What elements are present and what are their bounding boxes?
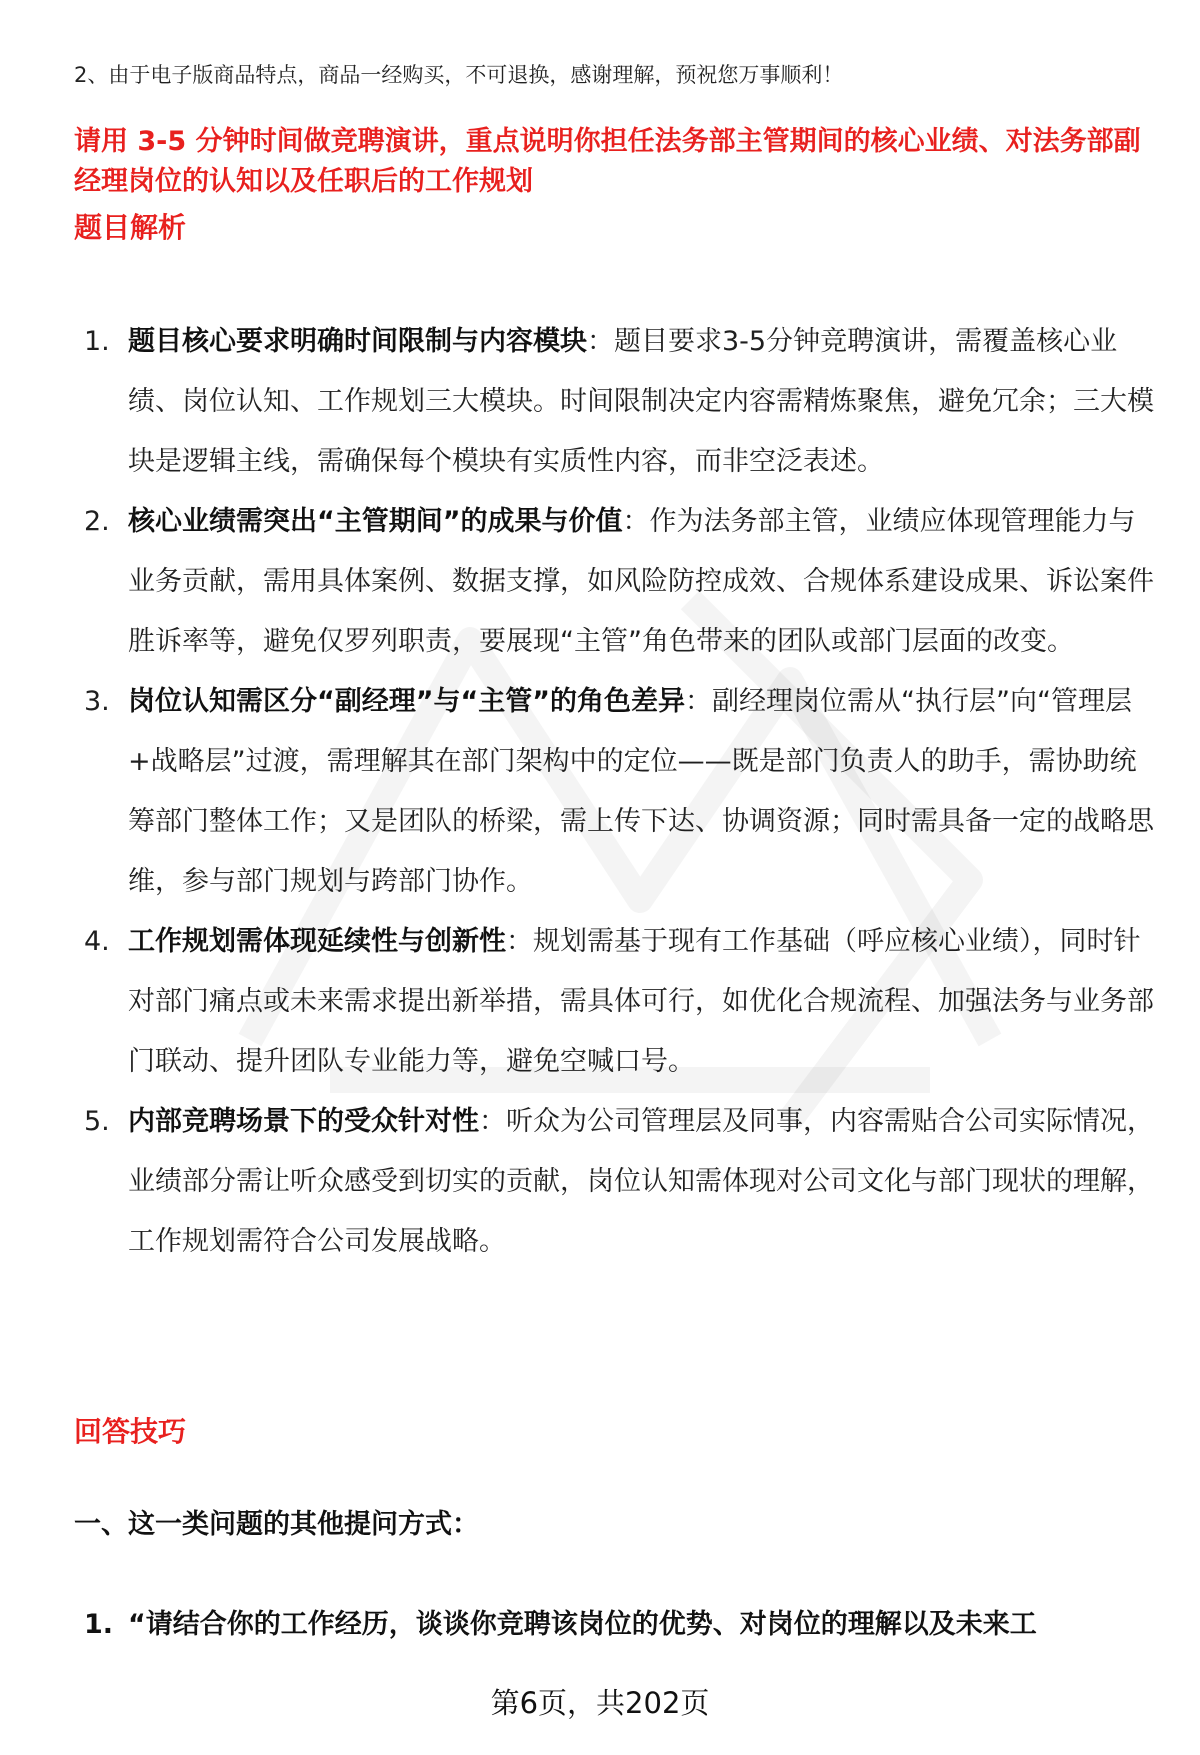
item-body: ：听众为公司管理层及同事，内容需贴合公司实际情况，业绩部分需让听众感受到切实的贡献，岗位认知需体现对公司文化与部门现状的理解，工作规划需符合公司发展战略。 [128, 1106, 1154, 1257]
page-number-footer: 第6页，共202页 [490, 1686, 710, 1720]
analysis-heading: 题目解析 [74, 211, 187, 244]
item-number: 3. [84, 686, 110, 717]
item-number: 5. [84, 1106, 110, 1137]
item-number: 1. [84, 326, 110, 357]
alternate-questions-list [74, 1605, 1154, 1645]
item-body: ：作为法务部主管，业绩应体现管理能力与业务贡献，需用具体案例、数据支撑，如风险防控成效、合规体系建设成果、诉讼案件胜诉率等，避免仅罗列职责，要展现“主管”角色带来的团队或部门层面的改变。 [128, 506, 1154, 657]
analysis-item [74, 1092, 1154, 1272]
item-title: 题目核心要求明确时间限制与内容模块 [128, 326, 587, 357]
item-body: ：规划需基于现有工作基础（呼应核心业绩），同时针对部门痛点或未来需求提出新举措，需具体可行，如优化合规流程、加强法务与业务部门联动、提升团队专业能力等，避免空喊口号。 [128, 926, 1154, 1077]
interview-question: 请用 3-5 分钟时间做竞聘演讲，重点说明你担任法务部主管期间的核心业绩、对法务部副经理岗位的认知以及任职后的工作规划 [74, 126, 1141, 197]
item-body: ：题目要求3-5分钟竞聘演讲，需覆盖核心业绩、岗位认知、工作规划三大模块。时间限制决定内容需精炼聚焦，避免冗余；三大模块是逻辑主线，需确保每个模块有实质性内容，而非空泛表述。 [128, 326, 1154, 477]
analysis-item [74, 672, 1154, 912]
analysis-item [74, 912, 1154, 1092]
item-number: 2. [84, 506, 110, 537]
analysis-item [74, 492, 1154, 672]
item-title: 核心业绩需突出“主管期间”的成果与价值 [128, 506, 623, 537]
item-title: 岗位认知需区分“副经理”与“主管”的角色差异 [128, 686, 685, 717]
item-body: ：副经理岗位需从“执行层”向“管理层+战略层”过渡，需理解其在部门架构中的定位——既是部门负责人的助手，需协助统筹部门整体工作；又是团队的桥梁，需上传下达、协调资源；同时需具备一定的战略思维，参与部门规划与跨部门协作。 [128, 686, 1154, 897]
item-title: 内部竞聘场景下的受众针对性 [128, 1106, 479, 1137]
item-title: 工作规划需体现延续性与创新性 [128, 926, 506, 957]
purchase-notice: 2、由于电子版商品特点，商品一经购买，不可退换，感谢理解，预祝您万事顺利！ [74, 63, 844, 87]
alternate-question-text: “请结合你的工作经历，谈谈你竞聘该岗位的优势、对岗位的理解以及未来工 [128, 1609, 1037, 1640]
tips-heading: 回答技巧 [74, 1415, 187, 1448]
tips-subheading: 一、这一类问题的其他提问方式： [74, 1509, 479, 1540]
alternate-question-item [74, 1605, 1154, 1645]
analysis-item [74, 312, 1154, 492]
analysis-list [74, 312, 1154, 1272]
item-number: 4. [84, 926, 110, 957]
item-number: 1. [84, 1609, 114, 1640]
